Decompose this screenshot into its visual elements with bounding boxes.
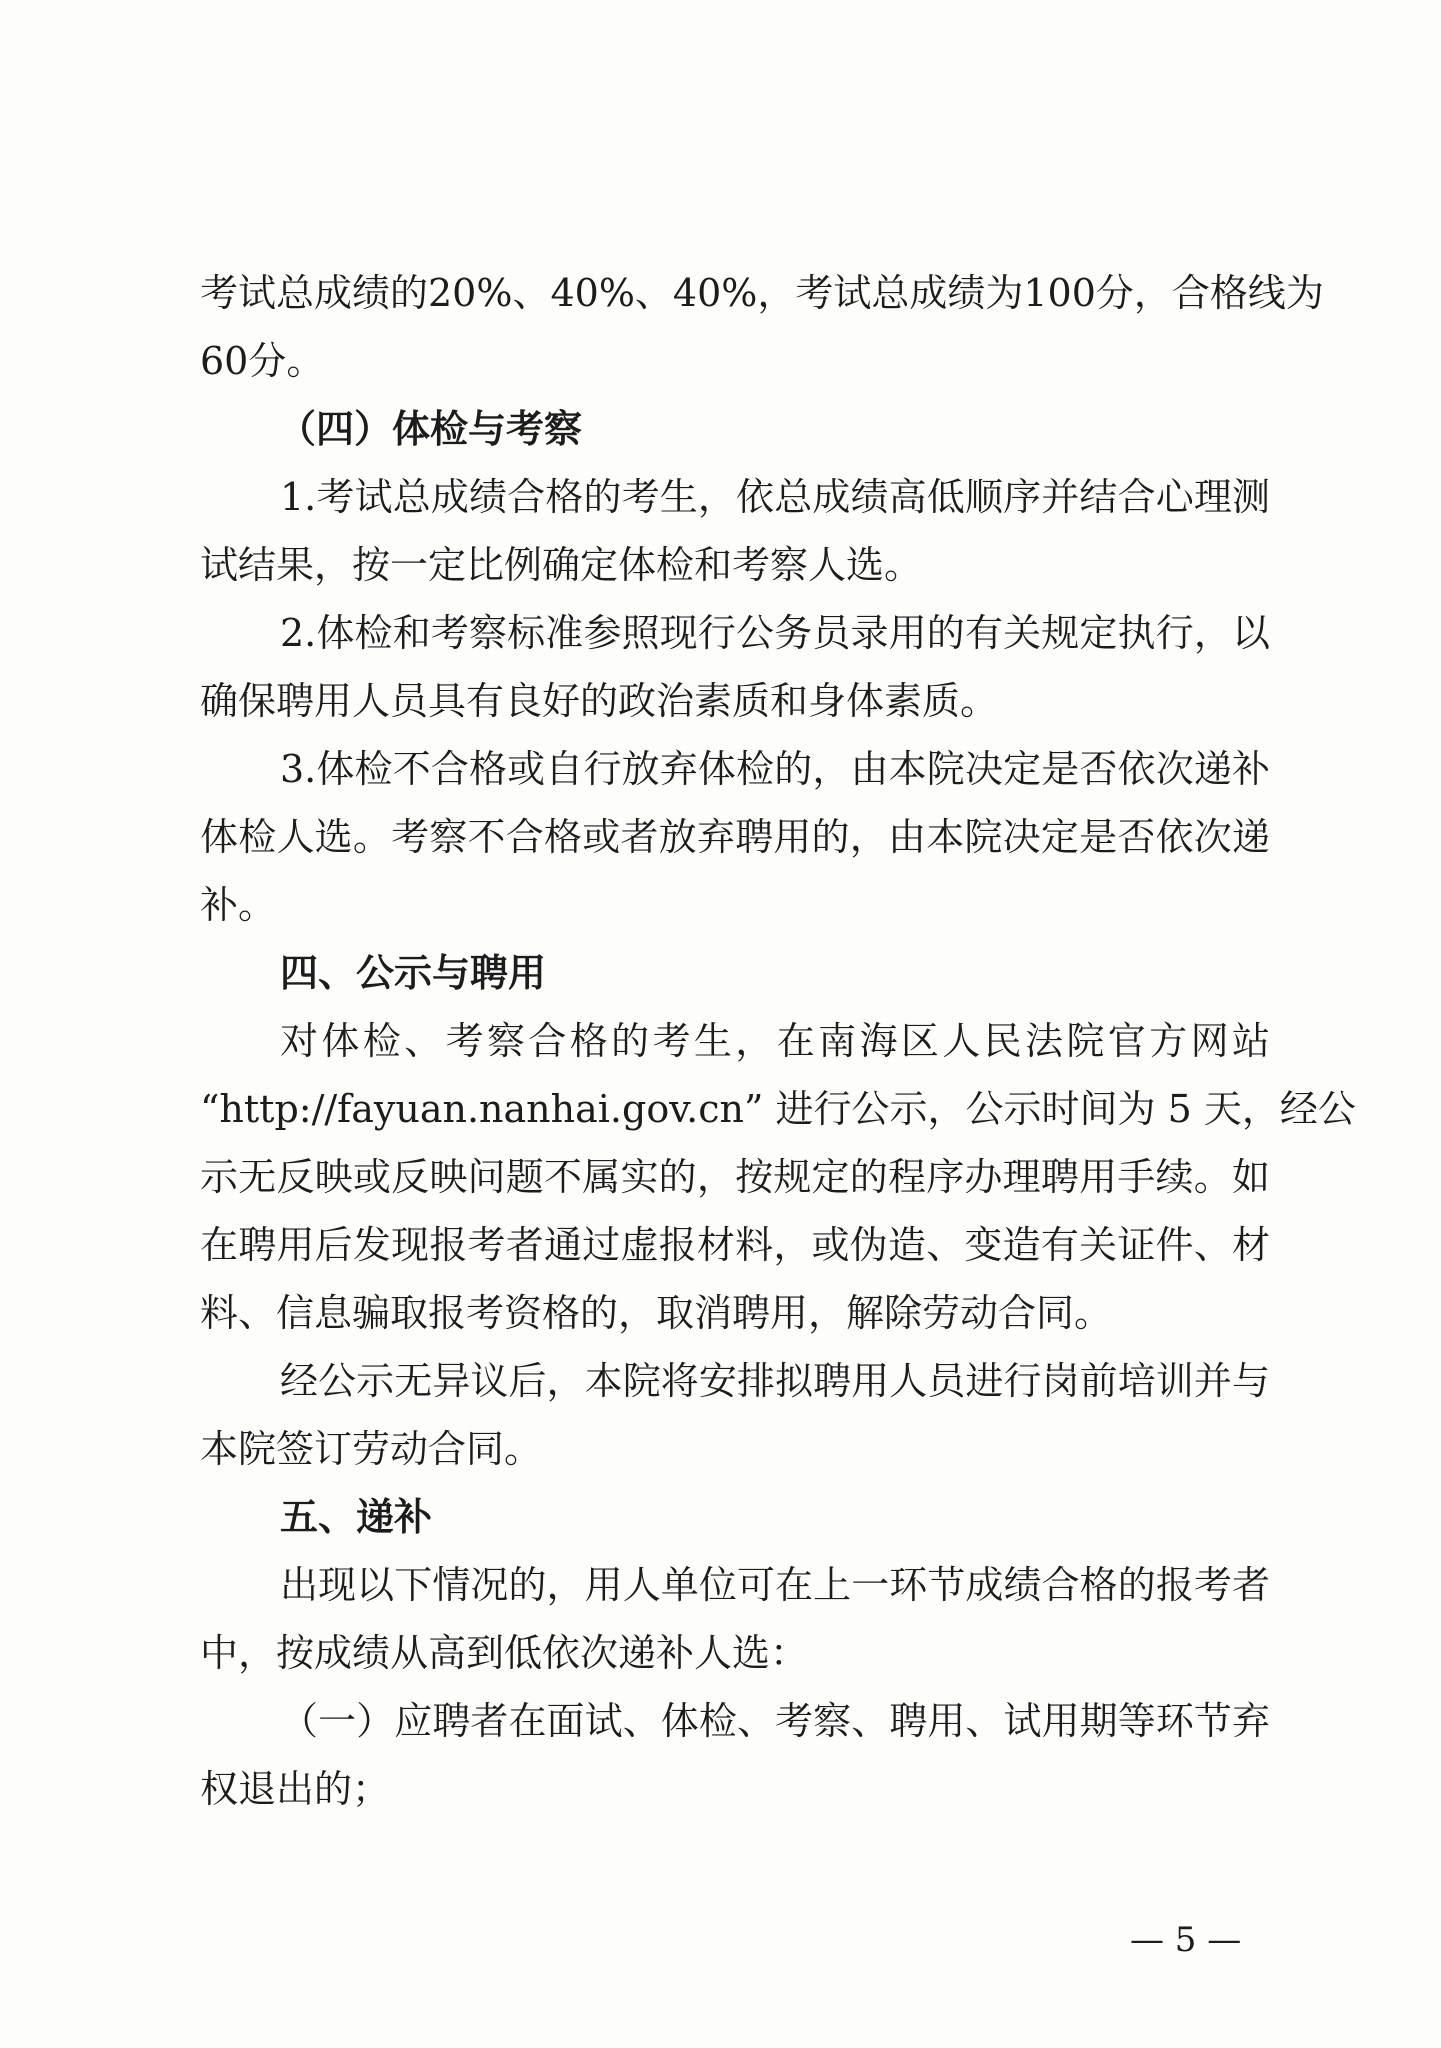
text-line: 中，按成绩从高到低依次递补人选： (200, 1631, 809, 1675)
text-line: 1.考试总成绩合格的考生，依总成绩高低顺序并结合心理测 (280, 475, 1270, 519)
text-line: 60分。 (200, 339, 325, 383)
section-heading: 五、递补 (280, 1495, 433, 1539)
text-line: 出现以下情况的，用人单位可在上一环节成绩合格的报考者 (280, 1563, 1270, 1607)
text-line: 体检人选。考察不合格或者放弃聘用的，由本院决定是否依次递 (200, 815, 1270, 859)
text-line: 试结果，按一定比例确定体检和考察人选。 (200, 543, 923, 587)
section-heading: 四、公示与聘用 (280, 951, 547, 995)
page-number: — 5 — (1130, 1920, 1242, 1960)
text-line: 经公示无异议后，本院将安排拟聘用人员进行岗前培训并与 (280, 1359, 1270, 1403)
section-heading: （四）体检与考察 (278, 407, 583, 451)
text-line: “http://fayuan.nanhai.gov.cn” 进行公示，公示时间为 5 天，经公 (200, 1087, 1356, 1131)
text-line: 本院签订劳动合同。 (200, 1427, 543, 1471)
text-line: 2.体检和考察标准参照现行公务员录用的有关规定执行，以 (280, 611, 1270, 655)
text-line: 3.体检不合格或自行放弃体检的，由本院决定是否依次递补 (280, 747, 1270, 791)
text-line: 示无反映或反映问题不属实的，按规定的程序办理聘用手续。如 (200, 1155, 1270, 1199)
text-line: 对体检、考察合格的考生，在南海区人民法院官方网站 (280, 1019, 1270, 1063)
text-line: 料、信息骗取报考资格的，取消聘用，解除劳动合同。 (200, 1291, 1113, 1335)
text-line: 考试总成绩的20%、40%、40%，考试总成绩为100分，合格线为 (200, 271, 1324, 315)
text-line: （一）应聘者在面试、体检、考察、聘用、试用期等环节弃 (280, 1699, 1270, 1743)
text-line: 补。 (200, 883, 277, 927)
text-line: 确保聘用人员具有良好的政治素质和身体素质。 (200, 679, 999, 723)
text-line: 在聘用后发现报考者通过虚报材料，或伪造、变造有关证件、材 (200, 1223, 1270, 1267)
text-line: 权退出的； (200, 1767, 391, 1811)
